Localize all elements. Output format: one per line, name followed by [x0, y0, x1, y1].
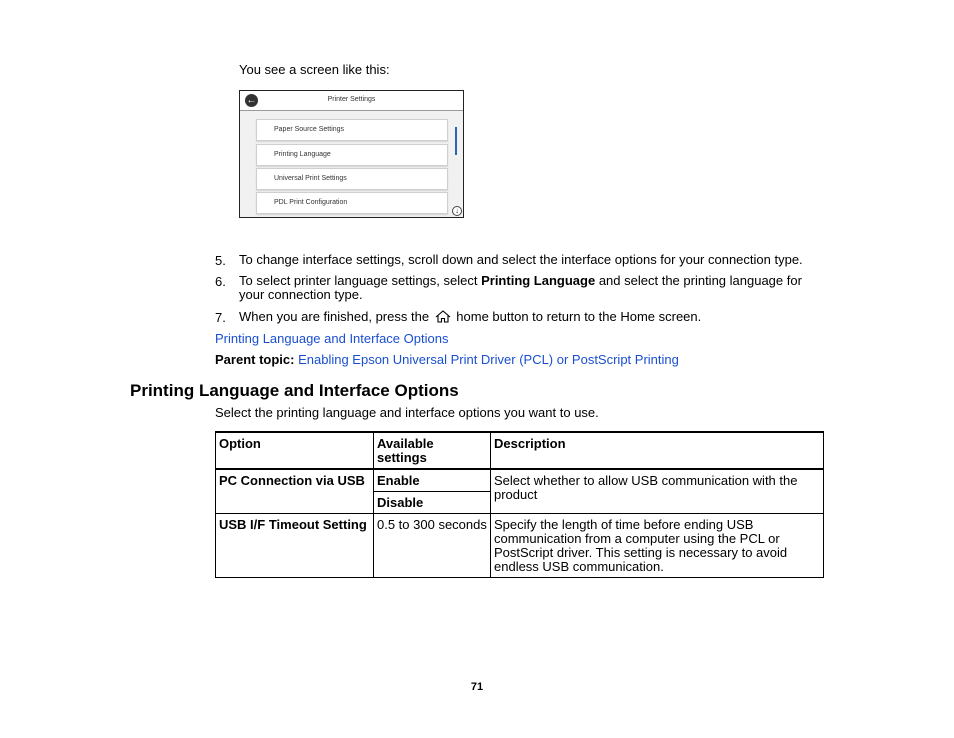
header-option: Option	[216, 432, 374, 469]
section-title: Printing Language and Interface Options	[130, 381, 459, 400]
cell-setting: Enable	[374, 469, 491, 491]
parent-topic	[215, 352, 679, 367]
scroll-down-icon: ↓	[452, 206, 462, 216]
step-6-text-post: and select the printing language for your connection type.	[239, 273, 802, 302]
cell-option: PC Connection via USB	[216, 469, 374, 513]
options-table	[215, 431, 824, 578]
scrollbar	[455, 115, 459, 201]
cell-option: USB I/F Timeout Setting	[216, 513, 374, 577]
step-6-text-pre: To select printer language settings, select	[239, 273, 482, 288]
step-6-text	[239, 274, 814, 302]
cell-description: Specify the length of time before ending USB communication from a computer using the PCL or PostScript driver. This setting is necessary to avoid endless USB communication.	[491, 513, 824, 577]
step-6-bold-term: Printing Language	[481, 273, 596, 288]
header-description: Description	[491, 432, 824, 469]
scrollbar-thumb	[455, 127, 457, 155]
header-available-settings: Available settings	[374, 432, 491, 469]
section-description: Select the printing language and interface options you want to use.	[215, 405, 599, 420]
menu-item-printing-language: Printing Language	[256, 144, 448, 166]
menu-item-paper-source-settings: Paper Source Settings	[256, 119, 448, 141]
menu-item-universal-print-settings: Universal Print Settings	[256, 168, 448, 190]
printing-language-link[interactable]: Printing Language and Interface Options	[215, 331, 449, 346]
page-number: 71	[470, 681, 484, 693]
screen-title: Printer Settings	[327, 96, 376, 103]
screen-menu	[240, 111, 463, 218]
parent-topic-link[interactable]: Enabling Epson Universal Print Driver (PCL) or PostScript Printing	[298, 352, 679, 367]
cell-setting: Disable	[374, 491, 491, 513]
step-5-number: 5.	[215, 253, 226, 268]
cell-description: Select whether to allow USB communication with the product	[491, 469, 824, 513]
table-header-row	[216, 432, 824, 469]
table-row	[216, 469, 824, 491]
printer-settings-screen	[239, 90, 464, 218]
intro-text: You see a screen like this:	[239, 62, 390, 77]
step-5-text: To change interface settings, scroll down and select the interface options for your connection type.	[239, 252, 803, 267]
parent-topic-label: Parent topic:	[215, 352, 295, 367]
step-7-number: 7.	[215, 310, 226, 325]
cell-setting: 0.5 to 300 seconds	[374, 513, 491, 577]
table-row	[216, 513, 824, 577]
home-icon	[435, 310, 451, 323]
screen-header	[240, 91, 463, 111]
back-arrow-icon: ←	[246, 95, 257, 106]
step-7-text	[239, 310, 814, 324]
step-6-number: 6.	[215, 274, 226, 289]
step-7-text-pre: When you are finished, press the	[239, 309, 433, 324]
step-7-text-post: home button to return to the Home screen.	[452, 309, 702, 324]
menu-item-pdl-print-configuration: PDL Print Configuration	[256, 192, 448, 214]
